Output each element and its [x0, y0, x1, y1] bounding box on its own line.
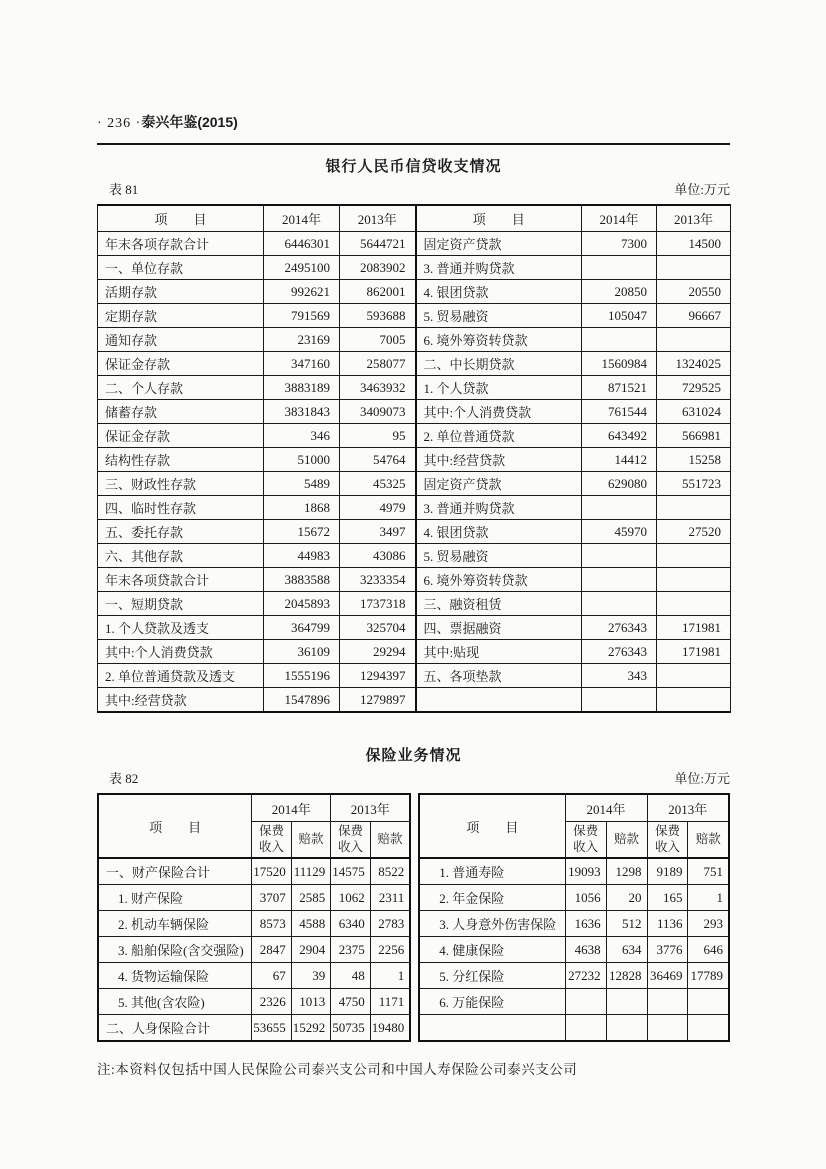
table-row — [98, 688, 731, 713]
column-header-item: 项 目 — [98, 205, 264, 232]
value-cell: 634 — [606, 937, 647, 963]
value-cell: 19093 — [565, 858, 606, 885]
item-cell: 六、其他存款 — [98, 544, 264, 568]
value-cell: 48 — [331, 963, 371, 989]
value-cell: 8573 — [252, 911, 292, 937]
table82-label: 表 82 — [109, 771, 139, 786]
item-cell: 1. 财产保险 — [98, 885, 252, 911]
value-cell: 992621 — [264, 280, 340, 304]
value-cell — [657, 592, 731, 616]
table-row — [98, 352, 731, 376]
value-cell: 20550 — [657, 280, 731, 304]
value-cell: 1294397 — [340, 664, 416, 688]
bank-credit-table — [97, 204, 731, 713]
table-row — [98, 568, 731, 592]
column-header-2014: 2014年 — [565, 794, 647, 822]
value-cell: 1 — [370, 963, 410, 989]
item-cell: 6. 万能保险 — [419, 989, 565, 1015]
column-header-2013: 2013年 — [340, 205, 416, 232]
item-cell: 其中:经营贷款 — [98, 688, 264, 713]
value-cell: 9189 — [647, 858, 688, 885]
table-row — [98, 963, 410, 989]
value-cell — [688, 1015, 729, 1042]
value-cell: 629080 — [582, 472, 657, 496]
table-row — [419, 1015, 729, 1042]
table-header-row — [419, 794, 729, 822]
value-cell: 4979 — [340, 496, 416, 520]
table82-meta — [97, 770, 730, 788]
page-number: · 236 · — [97, 116, 142, 131]
value-cell: 364799 — [264, 616, 340, 640]
column-header-claims: 赔款 — [606, 822, 647, 859]
value-cell — [582, 544, 657, 568]
item-cell: 6. 境外筹资转贷款 — [416, 568, 582, 592]
column-header-premium: 保费收入 — [252, 822, 292, 859]
insurance-right-table-body — [419, 858, 729, 1041]
value-cell: 44983 — [264, 544, 340, 568]
item-cell: 5. 贸易融资 — [416, 304, 582, 328]
item-cell: 5. 其他(含农险) — [98, 989, 252, 1015]
value-cell: 29294 — [340, 640, 416, 664]
value-cell: 3497 — [340, 520, 416, 544]
value-cell: 1279897 — [340, 688, 416, 713]
value-cell — [565, 989, 606, 1015]
table-row — [98, 937, 410, 963]
table-row — [98, 424, 731, 448]
value-cell: 566981 — [657, 424, 731, 448]
item-cell: 1. 个人贷款 — [416, 376, 582, 400]
value-cell: 14412 — [582, 448, 657, 472]
header-divider — [97, 143, 730, 145]
table-row — [98, 885, 410, 911]
item-cell: 保证金存款 — [98, 352, 264, 376]
column-header-claims: 赔款 — [688, 822, 729, 859]
column-header-premium: 保费收入 — [647, 822, 688, 859]
value-cell: 293 — [688, 911, 729, 937]
value-cell: 165 — [647, 885, 688, 911]
value-cell — [657, 664, 731, 688]
item-cell: 二、人身保险合计 — [98, 1015, 252, 1042]
value-cell — [606, 1015, 647, 1042]
value-cell: 2256 — [370, 937, 410, 963]
item-cell: 四、票据融资 — [416, 616, 582, 640]
table-row — [98, 232, 731, 256]
item-cell: 二、个人存款 — [98, 376, 264, 400]
value-cell — [657, 544, 731, 568]
table-row — [98, 989, 410, 1015]
table81-unit: 单位:万元 — [674, 182, 730, 197]
value-cell: 1737318 — [340, 592, 416, 616]
value-cell: 1136 — [647, 911, 688, 937]
value-cell — [565, 1015, 606, 1042]
item-cell: 5. 分红保险 — [419, 963, 565, 989]
table82-unit: 单位:万元 — [674, 771, 730, 786]
table82-title: 保险业务情况 — [365, 747, 462, 764]
bank-credit-table-body — [98, 232, 731, 713]
value-cell: 646 — [688, 937, 729, 963]
column-header-claims: 赔款 — [370, 822, 410, 859]
value-cell — [582, 256, 657, 280]
value-cell: 171981 — [657, 616, 731, 640]
table-row — [98, 911, 410, 937]
table-row — [419, 858, 729, 885]
item-cell: 结构性存款 — [98, 448, 264, 472]
item-cell: 二、中长期贷款 — [416, 352, 582, 376]
value-cell: 1 — [688, 885, 729, 911]
item-cell: 固定资产贷款 — [416, 232, 582, 256]
value-cell: 276343 — [582, 640, 657, 664]
value-cell: 3831843 — [264, 400, 340, 424]
value-cell: 276343 — [582, 616, 657, 640]
item-cell: 3. 普通并购贷款 — [416, 256, 582, 280]
value-cell: 20850 — [582, 280, 657, 304]
item-cell: 其中:个人消费贷款 — [98, 640, 264, 664]
value-cell: 1324025 — [657, 352, 731, 376]
value-cell: 51000 — [264, 448, 340, 472]
table-row — [98, 304, 731, 328]
column-header-claims: 赔款 — [291, 822, 331, 859]
table-row — [98, 400, 731, 424]
value-cell: 50735 — [331, 1015, 371, 1042]
insurance-left-table — [97, 793, 411, 1042]
value-cell: 1868 — [264, 496, 340, 520]
item-cell: 3. 普通并购贷款 — [416, 496, 582, 520]
value-cell: 761544 — [582, 400, 657, 424]
value-cell: 95 — [340, 424, 416, 448]
column-header-2014: 2014年 — [264, 205, 340, 232]
value-cell: 551723 — [657, 472, 731, 496]
item-cell: 五、各项垫款 — [416, 664, 582, 688]
item-cell — [416, 688, 582, 713]
table-row — [419, 989, 729, 1015]
value-cell: 2326 — [252, 989, 292, 1015]
insurance-left-table-body — [98, 858, 410, 1041]
value-cell: 631024 — [657, 400, 731, 424]
column-header-premium: 保费收入 — [331, 822, 371, 859]
item-cell: 年末各项贷款合计 — [98, 568, 264, 592]
item-cell: 通知存款 — [98, 328, 264, 352]
table81-title: 银行人民币信贷收支情况 — [325, 158, 502, 175]
value-cell: 6340 — [331, 911, 371, 937]
value-cell: 2904 — [291, 937, 331, 963]
value-cell: 12828 — [606, 963, 647, 989]
value-cell: 1555196 — [264, 664, 340, 688]
item-cell: 2. 年金保险 — [419, 885, 565, 911]
value-cell — [657, 688, 731, 713]
value-cell: 14500 — [657, 232, 731, 256]
item-cell: 3. 人身意外伤害保险 — [419, 911, 565, 937]
value-cell: 5489 — [264, 472, 340, 496]
column-header-2013: 2013年 — [657, 205, 731, 232]
item-cell: 2. 机动车辆保险 — [98, 911, 252, 937]
value-cell: 96667 — [657, 304, 731, 328]
insurance-tables — [97, 793, 730, 1042]
value-cell — [582, 592, 657, 616]
value-cell — [657, 328, 731, 352]
value-cell: 2495100 — [264, 256, 340, 280]
item-cell: 4. 银团贷款 — [416, 280, 582, 304]
table-row — [98, 256, 731, 280]
value-cell: 45325 — [340, 472, 416, 496]
value-cell: 3776 — [647, 937, 688, 963]
value-cell: 593688 — [340, 304, 416, 328]
book-title: 泰兴年鉴(2015) — [141, 114, 238, 130]
value-cell: 751 — [688, 858, 729, 885]
item-cell: 活期存款 — [98, 280, 264, 304]
item-cell: 定期存款 — [98, 304, 264, 328]
value-cell: 1298 — [606, 858, 647, 885]
table-row — [98, 448, 731, 472]
value-cell: 15292 — [291, 1015, 331, 1042]
value-cell: 3409073 — [340, 400, 416, 424]
value-cell: 1013 — [291, 989, 331, 1015]
column-header-item: 项 目 — [416, 205, 582, 232]
value-cell: 8522 — [370, 858, 410, 885]
value-cell: 39 — [291, 963, 331, 989]
value-cell: 19480 — [370, 1015, 410, 1042]
value-cell: 105047 — [582, 304, 657, 328]
value-cell: 862001 — [340, 280, 416, 304]
table-row — [419, 885, 729, 911]
item-cell: 4. 货物运输保险 — [98, 963, 252, 989]
item-cell: 2. 单位普通贷款及透支 — [98, 664, 264, 688]
value-cell: 54764 — [340, 448, 416, 472]
column-header-premium: 保费收入 — [565, 822, 606, 859]
table-row — [98, 376, 731, 400]
item-cell: 年末各项存款合计 — [98, 232, 264, 256]
value-cell — [657, 568, 731, 592]
item-cell: 固定资产贷款 — [416, 472, 582, 496]
item-cell: 五、委托存款 — [98, 520, 264, 544]
value-cell — [582, 328, 657, 352]
table-row — [98, 616, 731, 640]
item-cell: 其中:经营贷款 — [416, 448, 582, 472]
value-cell — [582, 688, 657, 713]
value-cell: 4750 — [331, 989, 371, 1015]
value-cell: 20 — [606, 885, 647, 911]
table-row — [98, 472, 731, 496]
value-cell: 27520 — [657, 520, 731, 544]
item-cell: 1. 个人贷款及透支 — [98, 616, 264, 640]
value-cell: 14575 — [331, 858, 371, 885]
value-cell: 11129 — [291, 858, 331, 885]
page-content — [97, 112, 730, 1078]
table-row — [98, 640, 731, 664]
item-cell: 三、财政性存款 — [98, 472, 264, 496]
table-row — [98, 280, 731, 304]
value-cell: 53655 — [252, 1015, 292, 1042]
table-row — [419, 963, 729, 989]
table-row — [98, 664, 731, 688]
item-cell: 三、融资租赁 — [416, 592, 582, 616]
value-cell: 1056 — [565, 885, 606, 911]
value-cell: 2585 — [291, 885, 331, 911]
value-cell: 67 — [252, 963, 292, 989]
table-row — [98, 496, 731, 520]
table-row — [98, 592, 731, 616]
value-cell: 791569 — [264, 304, 340, 328]
value-cell: 3463932 — [340, 376, 416, 400]
value-cell: 4638 — [565, 937, 606, 963]
value-cell — [606, 989, 647, 1015]
table-row — [98, 520, 731, 544]
table-row — [98, 328, 731, 352]
value-cell: 871521 — [582, 376, 657, 400]
table81-label: 表 81 — [109, 182, 139, 197]
item-cell: 3. 船舶保险(含交强险) — [98, 937, 252, 963]
table81-meta — [97, 181, 730, 199]
value-cell: 17520 — [252, 858, 292, 885]
value-cell: 45970 — [582, 520, 657, 544]
column-header-2013: 2013年 — [647, 794, 729, 822]
value-cell: 1171 — [370, 989, 410, 1015]
value-cell: 6446301 — [264, 232, 340, 256]
table-row — [98, 544, 731, 568]
value-cell — [647, 1015, 688, 1042]
value-cell: 2783 — [370, 911, 410, 937]
value-cell: 3883189 — [264, 376, 340, 400]
value-cell: 5644721 — [340, 232, 416, 256]
value-cell — [657, 256, 731, 280]
value-cell: 643492 — [582, 424, 657, 448]
value-cell: 7300 — [582, 232, 657, 256]
column-header-item: 项 目 — [98, 794, 252, 858]
item-cell: 四、临时性存款 — [98, 496, 264, 520]
item-cell: 一、短期贷款 — [98, 592, 264, 616]
item-cell: 2. 单位普通贷款 — [416, 424, 582, 448]
value-cell — [688, 989, 729, 1015]
insurance-right-table — [418, 793, 730, 1042]
column-header-2013: 2013年 — [331, 794, 411, 822]
value-cell: 729525 — [657, 376, 731, 400]
item-cell: 其中:个人消费贷款 — [416, 400, 582, 424]
table-row — [98, 858, 410, 885]
value-cell — [582, 568, 657, 592]
value-cell: 2045893 — [264, 592, 340, 616]
column-header-item: 项 目 — [419, 794, 565, 858]
value-cell — [647, 989, 688, 1015]
item-cell — [419, 1015, 565, 1042]
value-cell: 15258 — [657, 448, 731, 472]
value-cell: 1547896 — [264, 688, 340, 713]
item-cell: 储蓄存款 — [98, 400, 264, 424]
item-cell: 4. 银团贷款 — [416, 520, 582, 544]
page-header — [97, 112, 730, 134]
value-cell: 171981 — [657, 640, 731, 664]
value-cell: 2847 — [252, 937, 292, 963]
value-cell: 325704 — [340, 616, 416, 640]
item-cell: 保证金存款 — [98, 424, 264, 448]
value-cell: 23169 — [264, 328, 340, 352]
value-cell: 258077 — [340, 352, 416, 376]
value-cell: 2375 — [331, 937, 371, 963]
table-header-row — [98, 794, 410, 822]
table-row — [419, 911, 729, 937]
value-cell: 2083902 — [340, 256, 416, 280]
value-cell: 512 — [606, 911, 647, 937]
item-cell: 一、财产保险合计 — [98, 858, 252, 885]
value-cell: 347160 — [264, 352, 340, 376]
value-cell — [582, 496, 657, 520]
item-cell: 5. 贸易融资 — [416, 544, 582, 568]
value-cell: 27232 — [565, 963, 606, 989]
table-header-row — [98, 205, 731, 232]
value-cell: 1560984 — [582, 352, 657, 376]
value-cell: 343 — [582, 664, 657, 688]
item-cell: 4. 健康保险 — [419, 937, 565, 963]
value-cell: 3233354 — [340, 568, 416, 592]
value-cell: 36469 — [647, 963, 688, 989]
item-cell: 一、单位存款 — [98, 256, 264, 280]
value-cell: 1062 — [331, 885, 371, 911]
value-cell: 3883588 — [264, 568, 340, 592]
value-cell: 346 — [264, 424, 340, 448]
column-header-2014: 2014年 — [252, 794, 331, 822]
table-row — [98, 1015, 410, 1042]
footnote: 注:本资料仅包括中国人民保险公司泰兴支公司和中国人寿保险公司泰兴支公司 — [97, 1062, 578, 1077]
value-cell: 7005 — [340, 328, 416, 352]
value-cell: 43086 — [340, 544, 416, 568]
value-cell: 17789 — [688, 963, 729, 989]
item-cell: 6. 境外筹资转贷款 — [416, 328, 582, 352]
item-cell: 1. 普通寿险 — [419, 858, 565, 885]
column-header-2014: 2014年 — [582, 205, 657, 232]
value-cell: 1636 — [565, 911, 606, 937]
value-cell: 3707 — [252, 885, 292, 911]
item-cell: 其中:贴现 — [416, 640, 582, 664]
table-row — [419, 937, 729, 963]
value-cell: 4588 — [291, 911, 331, 937]
value-cell: 36109 — [264, 640, 340, 664]
value-cell: 15672 — [264, 520, 340, 544]
value-cell — [657, 496, 731, 520]
value-cell: 2311 — [370, 885, 410, 911]
